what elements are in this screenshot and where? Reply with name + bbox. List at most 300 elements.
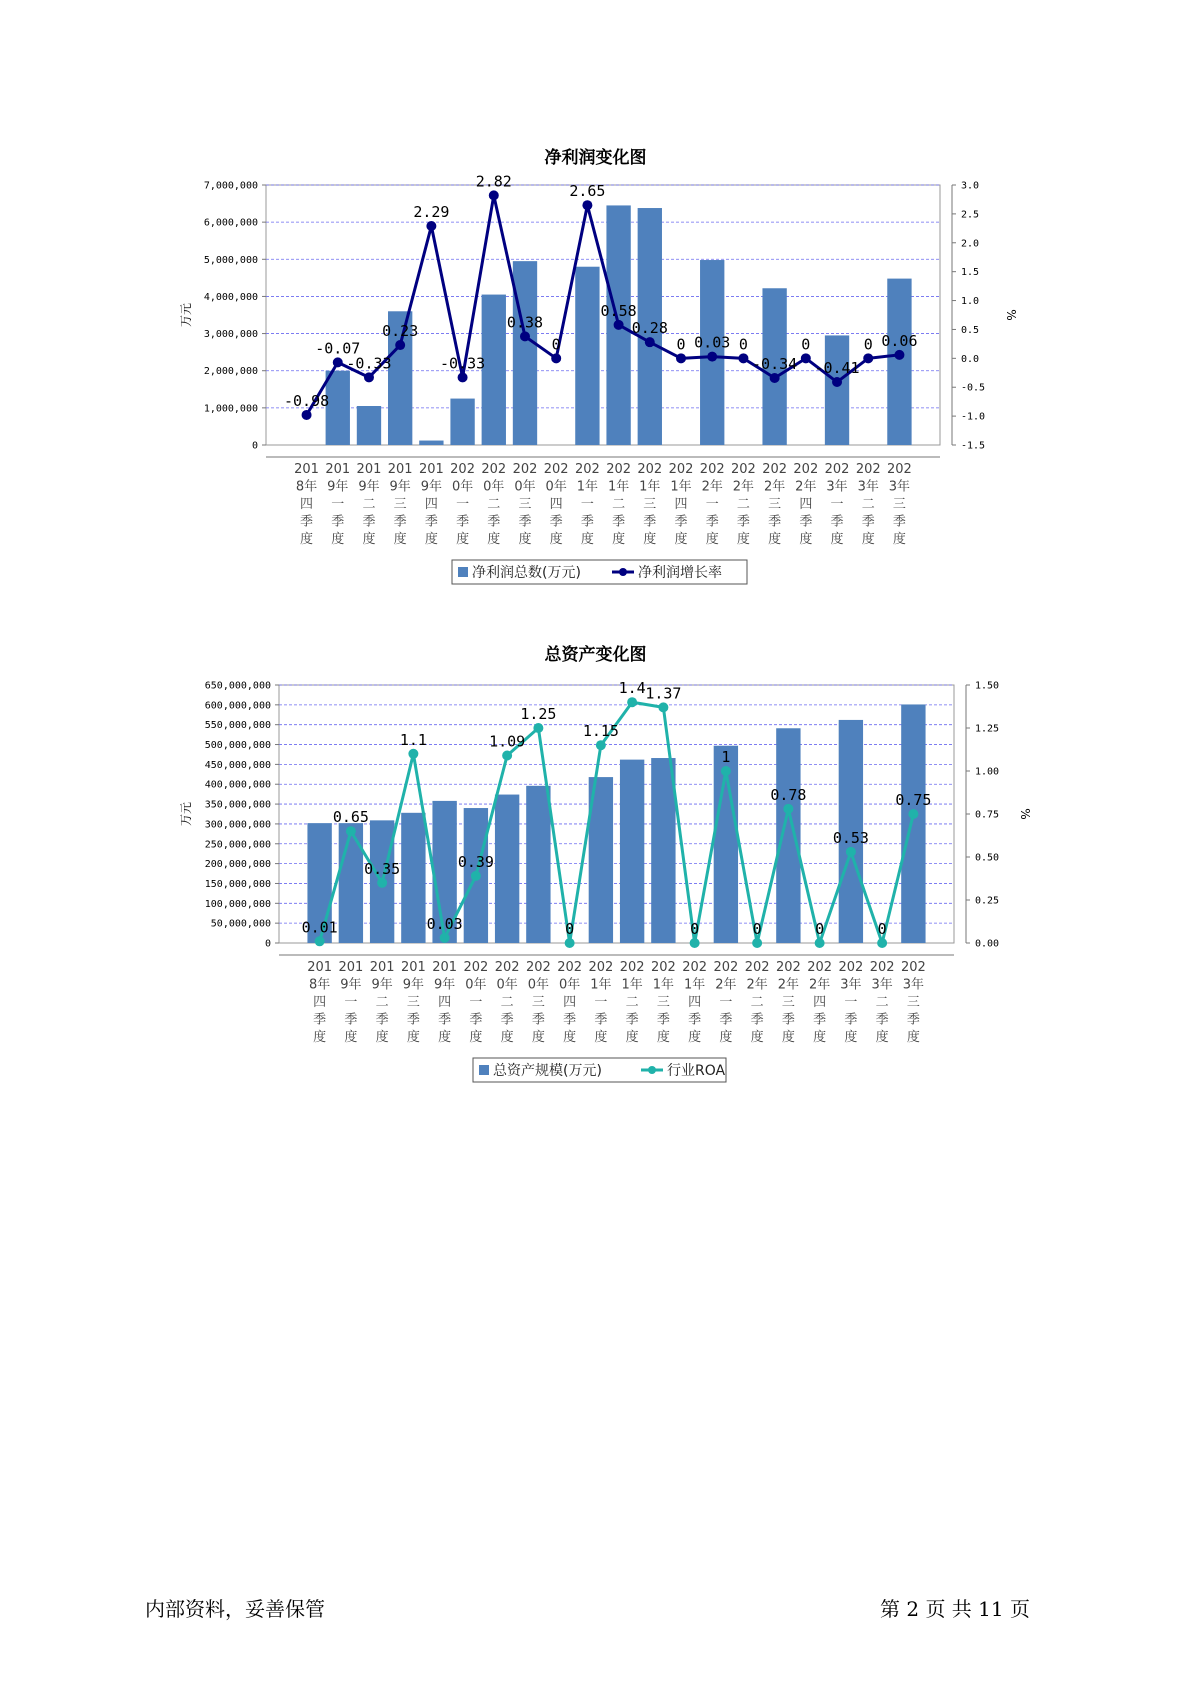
chart2-x-tick-label: 季 — [813, 1012, 827, 1028]
chart1-x-tick-label: 度 — [518, 532, 532, 547]
chart1-x-tick-label: 季 — [768, 514, 782, 530]
chart1-x-tick-label: 季 — [861, 514, 875, 530]
chart1-x-tick-label: 202 — [481, 462, 507, 477]
chart2-x-tick-label: 度 — [844, 1030, 858, 1045]
chart1-x-tick-label: 9年 — [358, 479, 380, 495]
chart2-x-tick-label: 度 — [625, 1030, 639, 1045]
chart2-x-tick-label: 二 — [750, 995, 764, 1010]
chart2-point — [533, 723, 543, 733]
chart2-data-label: 0 — [752, 920, 762, 938]
chart2-x-tick-label: 度 — [469, 1030, 483, 1045]
chart1-x-tick-label: 季 — [487, 514, 501, 530]
chart1-left-tick-label: 6,000,000 — [203, 217, 258, 229]
chart1-x-tick-label: 0年 — [451, 479, 474, 495]
chart1-x-tick-label: 二 — [362, 497, 376, 512]
chart2-point — [346, 826, 356, 836]
chart2-point — [783, 804, 793, 814]
chart2-x-tick-label: 季 — [719, 1012, 733, 1028]
chart1-data-label: 0 — [801, 335, 811, 354]
chart2-x-tick-label: 三 — [906, 995, 920, 1010]
chart2-left-tick-label: 100,000,000 — [204, 898, 271, 910]
chart1-x-tick-label: 202 — [543, 462, 569, 477]
chart2-left-tick-label: 150,000,000 — [204, 878, 271, 890]
chart1-x-tick-label: 201 — [356, 462, 382, 477]
chart1-x-tick-label: 度 — [705, 532, 719, 547]
chart2-x-tick-label: 度 — [906, 1030, 920, 1045]
chart2-x-tick-label: 季 — [875, 1012, 889, 1028]
chart2-x-tick-label: 三 — [656, 995, 670, 1010]
chart2-x-tick-label: 四 — [313, 995, 327, 1010]
chart2-x-tick-label: 201 — [338, 960, 364, 975]
chart2-x-tick-label: 季 — [563, 1012, 577, 1028]
chart1-right-tick-label: 1.5 — [961, 267, 980, 279]
chart2-left-tick-label: 600,000,000 — [204, 700, 271, 712]
chart2-x-tick-label: 二 — [375, 995, 389, 1010]
chart2-point — [627, 697, 637, 707]
chart2-x-tick-label: 度 — [500, 1030, 514, 1045]
chart2-point — [565, 938, 575, 948]
chart1-x-tick-label: 季 — [456, 514, 470, 530]
chart1-x-tick-label: 202 — [450, 462, 475, 477]
chart2-x-tick-label: 季 — [656, 1012, 670, 1028]
chart2-x-tick-label: 度 — [531, 1030, 545, 1045]
chart2-left-tick-label: 500,000,000 — [204, 740, 271, 752]
chart2-data-label: 0 — [815, 920, 825, 938]
chart2-x-tick-label: 季 — [469, 1012, 483, 1028]
chart2-x-tick-label: 度 — [656, 1030, 670, 1045]
chart1-x-tick-label: 8年 — [295, 479, 318, 495]
chart2-x-tick-label: 季 — [406, 1012, 420, 1028]
chart2-x-tick-label: 202 — [588, 960, 614, 975]
chart2-x-tick-label: 2年 — [808, 977, 831, 993]
chart1-x-tick-label: 度 — [830, 532, 844, 547]
chart1-x-tick-label: 三 — [768, 497, 782, 512]
chart2-x-tick-label: 202 — [807, 960, 833, 975]
chart1-x-tick-label: 度 — [612, 532, 626, 547]
chart2-x-tick-label: 度 — [594, 1030, 608, 1045]
chart1-x-tick-label: 度 — [674, 532, 688, 547]
chart1-x-tick-label: 202 — [824, 462, 850, 477]
chart1-x-tick-label: 一 — [456, 497, 470, 512]
chart1-x-tick-label: 9年 — [327, 479, 349, 495]
chart2-x-tick-label: 0年 — [496, 977, 518, 993]
chart2-x-tick-label: 二 — [625, 995, 639, 1010]
chart2-x-tick-label: 度 — [344, 1030, 358, 1045]
chart2-x-tick-label: 201 — [307, 960, 333, 975]
chart1-left-tick-label: 0 — [251, 440, 258, 452]
chart2-x-tick-label: 季 — [531, 1012, 545, 1028]
chart1-x-tick-label: 二 — [612, 497, 626, 512]
chart2-bar — [776, 728, 800, 943]
chart2-x-tick-label: 一 — [719, 995, 733, 1010]
chart1-x-tick-label: 度 — [300, 532, 314, 547]
chart2-point — [752, 938, 762, 948]
chart1-x-tick-label: 度 — [892, 532, 906, 547]
chart1-x-tick-label: 201 — [387, 462, 413, 477]
chart1-x-tick-label: 1年 — [670, 479, 692, 495]
chart1-x-tick-label: 202 — [668, 462, 694, 477]
chart2-right-tick-label: 1.00 — [975, 766, 1000, 778]
chart1-right-tick-label: 2.5 — [961, 209, 980, 221]
chart1-left-tick-label: 2,000,000 — [203, 366, 258, 378]
chart2-x-tick-label: 202 — [619, 960, 645, 975]
chart1-x-tick-label: 季 — [518, 514, 532, 530]
chart2-data-label: 1 — [721, 748, 731, 766]
chart2-x-tick-label: 季 — [688, 1012, 702, 1028]
chart1-x-tick-label: 3年 — [857, 479, 879, 495]
chart1-x-tick-label: 度 — [580, 532, 594, 547]
chart1-x-tick-label: 一 — [705, 497, 719, 512]
chart1-data-label: 2.65 — [569, 182, 606, 201]
chart1-x-tick-label: 度 — [393, 532, 407, 547]
chart2-right-tick-label: 1.25 — [975, 723, 1000, 735]
chart2-left-tick-label: 450,000,000 — [204, 759, 271, 771]
chart1-data-label: 0.28 — [631, 319, 668, 338]
chart1-right-tick-label: 2.0 — [961, 238, 980, 250]
chart2-x-tick-label: 季 — [781, 1012, 795, 1028]
chart2-point — [658, 702, 668, 712]
chart1-legend-bar-label: 净利润总数(万元) — [472, 565, 581, 581]
chart2-left-tick-label: 300,000,000 — [204, 819, 271, 831]
chart2-x-tick-label: 1年 — [621, 977, 643, 993]
chart1-data-label: -0.33 — [440, 354, 486, 373]
chart2-point — [408, 749, 418, 759]
chart1-data-label: 0.23 — [382, 322, 419, 341]
chart1-x-tick-label: 四 — [300, 497, 314, 512]
chart1-x-tick-label: 三 — [892, 497, 906, 512]
chart2-right-tick-label: 0.50 — [975, 852, 1000, 864]
chart2-legend-line-marker — [648, 1066, 656, 1074]
chart1-x-tick-label: 1年 — [576, 479, 599, 495]
chart2-data-label: 0 — [690, 920, 700, 938]
chart1-x-tick-label: 202 — [699, 462, 725, 477]
chart1-data-label: 0.03 — [694, 333, 731, 352]
chart2-x-tick-label: 度 — [813, 1030, 827, 1045]
chart2-x-tick-label: 度 — [438, 1030, 452, 1045]
chart2-x-tick-label: 度 — [313, 1030, 327, 1045]
chart2-x-tick-label: 度 — [688, 1030, 702, 1045]
chart2-point — [440, 933, 450, 943]
chart2-point — [471, 871, 481, 881]
chart2-x-tick-label: 202 — [775, 960, 801, 975]
chart1-x-tick-label: 202 — [855, 462, 881, 477]
chart2-left-tick-label: 250,000,000 — [204, 839, 271, 851]
chart1-x-tick-label: 0年 — [514, 479, 536, 495]
chart2-right-tick-label: 0.00 — [975, 938, 1000, 950]
chart1-x-tick-label: 二 — [861, 497, 875, 512]
chart1-x-tick-label: 202 — [887, 462, 912, 477]
chart1-x-tick-label: 一 — [331, 497, 345, 512]
chart1-x-tick-label: 季 — [424, 514, 438, 530]
chart2-x-tick-label: 9年 — [402, 977, 425, 993]
chart2-point — [596, 740, 606, 750]
chart1-x-tick-label: 度 — [487, 532, 501, 547]
chart1-x-tick-label: 三 — [393, 497, 407, 512]
chart2-x-tick-label: 201 — [369, 960, 395, 975]
chart1-right-tick-label: 3.0 — [961, 180, 980, 192]
chart2-x-tick-label: 季 — [625, 1012, 639, 1028]
chart2-bar — [620, 760, 644, 943]
chart1-x-tick-label: 四 — [549, 497, 563, 512]
chart2-x-tick-label: 3年 — [871, 977, 893, 993]
chart2-legend-line-label: 行业ROA — [667, 1063, 726, 1079]
chart2-right-tick-label: 1.50 — [975, 680, 1000, 692]
chart1-data-label: -0.41 — [814, 359, 860, 378]
chart2-bar — [339, 823, 363, 943]
chart2-legend-bar-swatch — [479, 1065, 489, 1075]
chart2-x-tick-label: 度 — [750, 1030, 764, 1045]
chart2-x-tick-label: 201 — [400, 960, 426, 975]
chart2-x-tick-label: 三 — [531, 995, 545, 1010]
chart1-x-tick-label: 2年 — [795, 479, 817, 495]
chart1-x-tick-label: 度 — [456, 532, 470, 547]
chart2-x-tick-label: 季 — [500, 1012, 514, 1028]
chart2-left-tick-label: 400,000,000 — [204, 779, 271, 791]
chart2-left-tick-label: 0 — [264, 938, 271, 950]
chart2-x-tick-label: 3年 — [902, 977, 925, 993]
chart2-point — [815, 938, 825, 948]
chart2-point — [502, 751, 512, 761]
chart2-x-tick-label: 202 — [682, 960, 708, 975]
chart1-x-tick-label: 0年 — [483, 479, 505, 495]
chart2-data-label: 0 — [877, 920, 887, 938]
chart1-x-tick-label: 度 — [362, 532, 376, 547]
chart1-left-tick-label: 3,000,000 — [203, 329, 258, 341]
chart1-data-label: 0 — [863, 335, 873, 354]
chart1-x-tick-label: 2年 — [701, 479, 723, 495]
chart2-point — [315, 936, 325, 946]
chart2-x-tick-label: 8年 — [308, 977, 331, 993]
chart2-x-tick-label: 202 — [650, 960, 676, 975]
chart2-y-axis-title: 万元 — [179, 801, 193, 827]
chart1-x-tick-label: 度 — [549, 532, 563, 547]
chart1-data-label: -0.34 — [752, 354, 798, 373]
chart1-x-tick-label: 202 — [637, 462, 663, 477]
chart1-x-tick-label: 季 — [393, 514, 407, 530]
chart1-x-tick-label: 二 — [736, 497, 750, 512]
chart1-x-tick-label: 度 — [424, 532, 438, 547]
chart1-x-tick-label: 季 — [643, 514, 657, 530]
chart2-data-label: 1.37 — [645, 684, 682, 703]
chart2-x-tick-label: 度 — [563, 1030, 577, 1045]
chart2-bar — [526, 786, 550, 943]
chart2-x-tick-label: 202 — [869, 960, 895, 975]
chart2-right-tick-label: 0.75 — [975, 809, 1000, 821]
chart2-x-tick-label: 四 — [563, 995, 577, 1010]
chart1-x-tick-label: 1年 — [639, 479, 661, 495]
chart1-x-tick-label: 202 — [731, 462, 756, 477]
chart2-title: 总资产变化图 — [544, 645, 647, 665]
chart1-x-tick-label: 三 — [643, 497, 657, 512]
chart1-data-label: 0.06 — [881, 331, 918, 350]
chart2-x-tick-label: 202 — [557, 960, 583, 975]
chart1-x-tick-label: 2年 — [732, 479, 755, 495]
chart1-x-tick-label: 202 — [606, 462, 632, 477]
chart2-x-tick-label: 二 — [500, 995, 514, 1010]
chart2-x-tick-label: 202 — [713, 960, 739, 975]
chart2-x-tick-label: 1年 — [590, 977, 612, 993]
chart2-right-tick-label: 0.25 — [975, 895, 1000, 907]
chart1-x-tick-label: 度 — [799, 532, 813, 547]
chart1-x-tick-label: 度 — [861, 532, 875, 547]
chart2-x-tick-label: 度 — [781, 1030, 795, 1045]
chart2-x-tick-label: 四 — [688, 995, 702, 1010]
chart2-x-tick-label: 202 — [900, 960, 926, 975]
chart1-x-tick-label: 2年 — [763, 479, 786, 495]
chart1-data-label: 2.29 — [413, 203, 450, 222]
chart1-x-tick-label: 季 — [892, 514, 906, 530]
chart1-x-tick-label: 季 — [674, 514, 688, 530]
chart2-x-tick-label: 9年 — [371, 977, 393, 993]
chart1-data-label: 0.58 — [600, 301, 637, 320]
chart2-bar — [495, 795, 519, 943]
chart1-data-label: -0.98 — [283, 391, 330, 410]
chart1-x-tick-label: 9年 — [420, 479, 443, 495]
chart1-left-tick-label: 4,000,000 — [203, 291, 258, 303]
chart2-left-tick-label: 550,000,000 — [204, 720, 271, 732]
chart2-left-tick-label: 50,000,000 — [210, 918, 271, 930]
chart2-left-tick-label: 350,000,000 — [204, 799, 271, 811]
chart1-x-tick-label: 202 — [762, 462, 788, 477]
chart1-x-tick-label: 1年 — [607, 479, 630, 495]
chart2-x-tick-label: 度 — [375, 1030, 389, 1045]
chart2-bar — [651, 758, 675, 943]
chart2-y2-axis-title: % — [1018, 808, 1032, 820]
chart1-data-label: 0 — [738, 335, 748, 354]
chart2-data-label: 0 — [565, 920, 575, 938]
chart2-data-label: 0.39 — [457, 852, 494, 871]
chart1-left-tick-label: 5,000,000 — [203, 254, 258, 266]
chart2-x-tick-label: 2年 — [715, 977, 737, 993]
chart1-x-tick-label: 度 — [331, 532, 345, 547]
chart2-x-tick-label: 3年 — [840, 977, 862, 993]
chart2-x-tick-label: 季 — [344, 1012, 358, 1028]
chart2-left-tick-label: 650,000,000 — [204, 680, 271, 692]
chart2-x-tick-label: 四 — [438, 995, 452, 1010]
chart1-y2-axis-title: % — [1004, 309, 1018, 321]
chart2-bar — [401, 813, 425, 943]
chart1-x-tick-label: 三 — [518, 497, 532, 512]
chart2-x-tick-label: 一 — [344, 995, 358, 1010]
chart1-x-tick-label: 202 — [512, 462, 538, 477]
chart2-x-tick-label: 季 — [594, 1012, 608, 1028]
chart2-x-tick-label: 201 — [432, 960, 458, 975]
chart2-x-tick-label: 二 — [875, 995, 889, 1010]
chart1-data-label: -0.07 — [315, 339, 361, 358]
chart2-x-tick-label: 度 — [719, 1030, 733, 1045]
chart2-x-tick-label: 9年 — [433, 977, 456, 993]
chart2-data-label: 0.78 — [770, 785, 807, 804]
chart1-x-tick-label: 202 — [793, 462, 819, 477]
chart2-x-tick-label: 0年 — [558, 977, 581, 993]
chart1-x-tick-label: 3年 — [888, 479, 911, 495]
chart2-x-tick-label: 四 — [813, 995, 827, 1010]
chart2-data-label: 1.4 — [618, 679, 646, 698]
chart1-x-tick-label: 201 — [294, 462, 319, 477]
chart2-point — [377, 878, 387, 888]
chart1-title: 净利润变化图 — [544, 148, 647, 168]
chart2-x-tick-label: 0年 — [465, 977, 487, 993]
chart1-x-tick-label: 季 — [580, 514, 594, 530]
chart2-x-tick-label: 1年 — [683, 977, 706, 993]
chart2-bar — [901, 704, 925, 943]
chart2-x-tick-label: 季 — [375, 1012, 389, 1028]
chart1-x-tick-label: 四 — [674, 497, 688, 512]
footer-left: 内部资料，妥善保管 — [145, 1597, 325, 1621]
chart2-data-label: 0.65 — [332, 808, 369, 827]
chart2-x-tick-label: 度 — [875, 1030, 889, 1045]
chart2-point — [721, 766, 731, 776]
chart1-x-tick-label: 季 — [612, 514, 626, 530]
chart2-x-tick-label: 三 — [781, 995, 795, 1010]
chart1-x-tick-label: 一 — [580, 497, 594, 512]
chart2-left-tick-label: 200,000,000 — [204, 859, 271, 871]
chart2-data-label: 1.25 — [520, 705, 557, 723]
chart2-data-label: 0.03 — [426, 914, 463, 933]
chart2-data-label: 0.01 — [301, 918, 338, 937]
chart1-x-tick-label: 度 — [643, 532, 657, 547]
chart2-x-tick-label: 202 — [463, 960, 489, 975]
chart1-right-tick-label: 1.0 — [961, 296, 980, 308]
chart1-data-label: 0 — [551, 335, 561, 354]
chart1-x-tick-label: 二 — [487, 497, 501, 512]
chart2-x-tick-label: 一 — [844, 995, 858, 1010]
chart2-point — [846, 847, 856, 857]
chart1-x-tick-label: 0年 — [545, 479, 567, 495]
chart1-data-label: 0 — [676, 335, 686, 354]
chart1-right-tick-label: -1.5 — [961, 440, 986, 452]
chart1-x-tick-label: 度 — [736, 532, 750, 547]
chart1-y-axis-title: 万元 — [179, 302, 193, 328]
chart1-x-tick-label: 201 — [325, 462, 351, 477]
chart2-data-label: 1.1 — [399, 730, 427, 749]
chart2-point — [690, 938, 700, 948]
chart2-data-label: 1.15 — [582, 722, 619, 741]
chart1-x-tick-label: 季 — [331, 514, 345, 530]
chart2-x-tick-label: 9年 — [340, 977, 362, 993]
chart1-data-label: 2.82 — [475, 172, 512, 191]
chart2-point — [908, 809, 918, 819]
chart1-x-tick-label: 季 — [300, 514, 314, 530]
chart2-x-tick-label: 202 — [525, 960, 551, 975]
chart2-x-tick-label: 一 — [594, 995, 608, 1010]
chart1-legend-line-label: 净利润增长率 — [638, 565, 722, 581]
chart1-left-tick-label: 1,000,000 — [203, 403, 258, 415]
chart2-data-label: 0.53 — [832, 828, 869, 847]
chart1-x-tick-label: 四 — [424, 497, 438, 512]
chart2-data-label: 0.35 — [364, 859, 401, 878]
chart2-x-tick-label: 季 — [750, 1012, 764, 1028]
chart2-x-tick-label: 度 — [406, 1030, 420, 1045]
footer-page-number: 第 2 页 共 11 页 — [880, 1597, 1030, 1621]
chart2-x-tick-label: 三 — [406, 995, 420, 1010]
chart1-x-tick-label: 四 — [799, 497, 813, 512]
chart2-x-tick-label: 202 — [494, 960, 520, 975]
chart1-x-tick-label: 季 — [549, 514, 563, 530]
chart1-right-tick-label: -0.5 — [961, 382, 986, 394]
chart1-x-tick-label: 9年 — [389, 479, 411, 495]
chart2-x-tick-label: 0年 — [527, 977, 550, 993]
chart1-x-tick-label: 一 — [830, 497, 844, 512]
chart1-x-tick-label: 度 — [768, 532, 782, 547]
chart2-x-tick-label: 1年 — [652, 977, 675, 993]
chart1-x-tick-label: 202 — [574, 462, 600, 477]
chart2-x-tick-label: 2年 — [777, 977, 800, 993]
chart2-x-tick-label: 202 — [744, 960, 770, 975]
chart1-x-tick-label: 季 — [736, 514, 750, 530]
chart2-data-label: 1.09 — [489, 732, 526, 751]
chart1-x-tick-label: 季 — [830, 514, 844, 530]
